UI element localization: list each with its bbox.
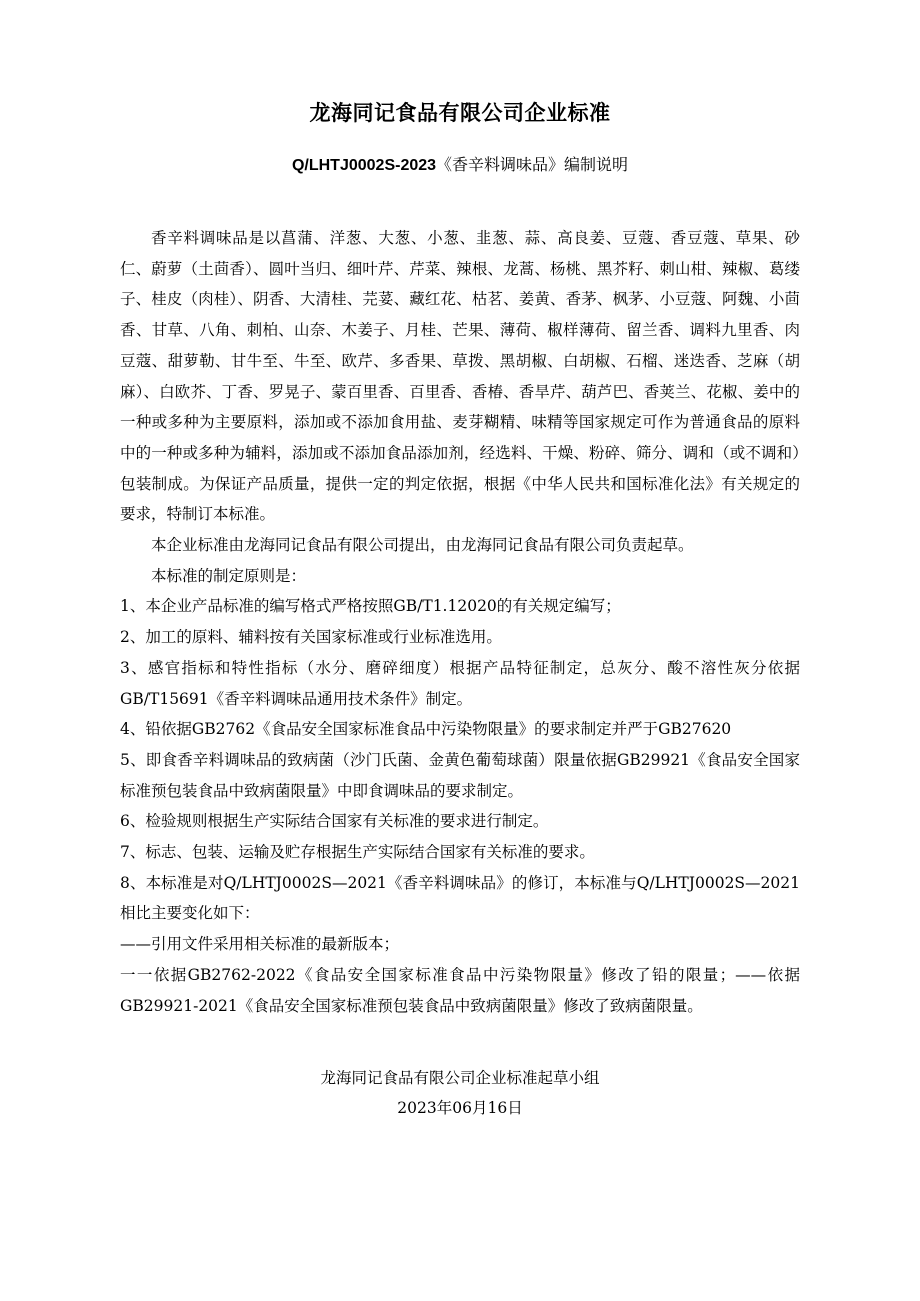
principle-item-6: 6、检验规则根据生产实际结合国家有关标准的要求进行制定。 <box>120 812 549 831</box>
principle-item-3: 3、感官指标和特性指标（水分、磨碎细度）根据产品特征制定，总灰分、酸不溶性灰分依据GB/T15691《香辛料调味品通用技术条件》制定。 <box>120 658 800 708</box>
principle-item-7: 7、标志、包装、运输及贮存根据生产实际结合国家有关标准的要求。 <box>120 843 595 862</box>
signature-block <box>0 1063 920 1123</box>
document-subtitle <box>0 152 920 179</box>
principle-item-8: 8、本标准是对Q/LHTJ0002S—2021《香辛料调味品》的修订，本标准与Q/LHTJ0002S—2021相比主要变化如下： <box>120 873 800 923</box>
signature-date: 2023年06月16日 <box>397 1099 523 1117</box>
document-body <box>120 223 800 1021</box>
signature-organization: 龙海同记食品有限公司企业标准起草小组 <box>320 1069 600 1087</box>
change-item-2: 一一依据GB2762-2022《食品安全国家标准食品中污染物限量》修改了铅的限量；——依据GB29921-2021《食品安全国家标准预包装食品中致病菌限量》修改了致病菌限量。 <box>120 965 800 1015</box>
principle-item-1: 1、本企业产品标准的编写格式严格按照GB/T1.12020的有关规定编写； <box>120 597 621 616</box>
intro-paragraph: 香辛料调味品是以菖蒲、洋葱、大葱、小葱、韭葱、蒜、高良姜、豆蔻、香豆蔻、草果、砂仁、蔚萝（土茴香）、圆叶当归、细叶芹、芹菜、辣根、龙蒿、杨桃、黑芥籽、刺山柑、辣椒、葛缕子、桂皮（肉桂）、阴香、大清桂、芫荽、藏红花、枯茗、姜黄、香茅、枫茅、小豆蔻、阿魏、小茴香、甘草、八角、刺柏、山奈、木姜子、月桂、芒果、薄荷、椒样薄荷、留兰香、调料九里香、肉豆蔻、甜萝勒、甘牛至、牛至、欧芹、多香果、草拨、黑胡椒、白胡椒、石榴、迷迭香、芝麻（胡麻）、白欧芥、丁香、罗晃子、蒙百里香、百里香、香椿、香旱芹、葫芦巴、香荚兰、花椒、姜中的一种或多种为主要原料，添加或不添加食用盐、麦芽糊精、味精等国家规定可作为普通食品的原料中的一种或多种为辅料，添加或不添加食品添加剂，经选料、干燥、粉碎、筛分、调和（或不调和）包装制成。为保证产品质量，提供一定的判定依据，根据《中华人民共和国标准化法》有关规定的要求，特制订本标准。 <box>120 229 800 524</box>
standard-code: Q/LHTJ0002S-2023 <box>291 157 437 174</box>
document-title: 龙海同记食品有限公司企业标准 <box>309 101 611 125</box>
principle-item-2: 2、加工的原料、辅料按有关国家标准或行业标准选用。 <box>120 628 502 647</box>
principles-heading: 本标准的制定原则是： <box>151 566 307 585</box>
change-item-1: ——引用文件采用相关标准的最新版本； <box>120 935 400 954</box>
drafter-paragraph: 本企业标准由龙海同记食品有限公司提出，由龙海同记食品有限公司负责起草。 <box>151 536 694 555</box>
principle-item-4: 4、铅依据GB2762《食品安全国家标准食品中污染物限量》的要求制定并严于GB27620 <box>120 720 732 739</box>
standard-name: 《香辛料调味品》编制说明 <box>436 155 629 174</box>
principle-item-5: 5、即食香辛料调味品的致病菌（沙门氏菌、金黄色葡萄球菌）限量依据GB29921《食品安全国家标准预包装食品中致病菌限量》中即食调味品的要求制定。 <box>120 750 800 800</box>
